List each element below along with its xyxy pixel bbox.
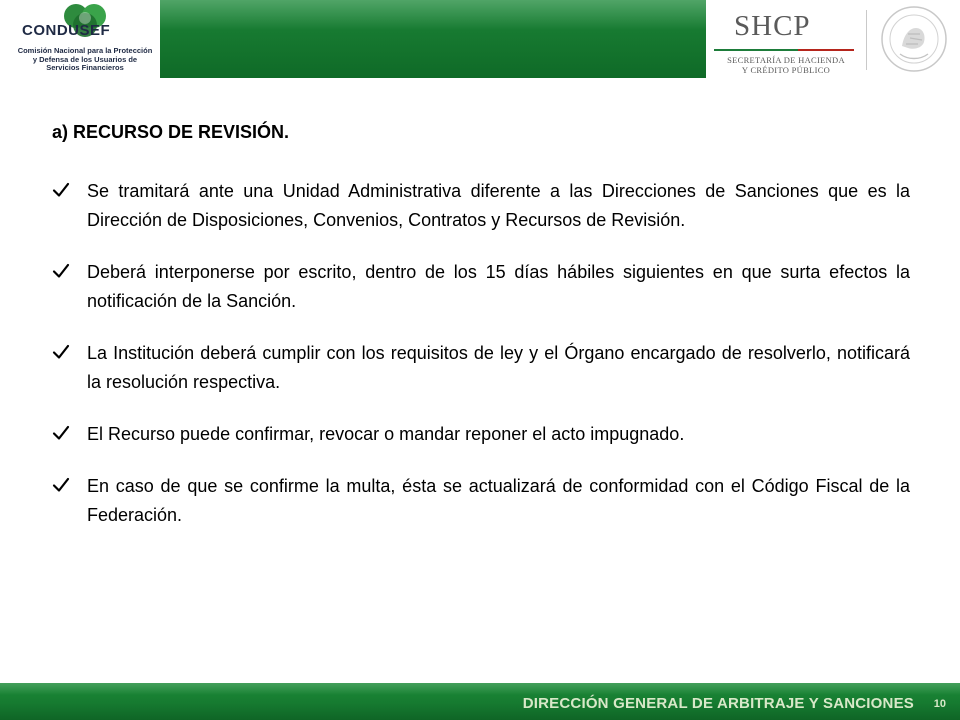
list-item [52,258,910,316]
condusef-logo [0,0,160,78]
condusef-subtitle-line: Servicios Financieros [46,63,124,72]
shcp-wordmark: SHCP [734,10,811,42]
header-band-sheen [160,0,706,30]
mexico-coat-of-arms-seal-icon [878,4,950,74]
condusef-subtitle-line: Comisión Nacional para la Protección [17,46,153,55]
condusef-wordmark: CONDUSEF [22,22,111,39]
bullet-text: La Institución deberá cumplir con los requisitos de ley y el Órgano encargado de resolverlo, notificará la resolución respectiva. [87,343,910,392]
bullet-text: Deberá interponerse por escrito, dentro de los 15 días hábiles siguientes en que surta efectos la notificación de la Sanción. [87,262,910,311]
header [0,0,960,78]
condusef-subtitle-line: y Defensa de los Usuarios de [32,54,138,64]
shcp-rule [714,49,854,51]
checkmark-icon [52,181,70,199]
bullet-text: El Recurso puede confirmar, revocar o mandar reponer el acto impugnado. [87,424,685,444]
page-number: 10 [933,698,946,710]
list-item [52,339,910,397]
footer-sheen [0,683,960,695]
bullet-text: Se tramitará ante una Unidad Administrativa diferente a las Direcciones de Sanciones que es la Dirección de Disposiciones, Convenios, Contratos y Recursos de Revisión. [87,181,910,230]
footer [0,683,960,720]
slide-title: a) RECURSO DE REVISIÓN. [52,122,290,142]
logo-divider [866,10,867,70]
list-item [52,472,910,530]
footer-department-label: DIRECCIÓN GENERAL DE ARBITRAJE Y SANCIONES [522,695,914,712]
checkmark-icon [52,262,70,280]
list-item [52,177,910,235]
checkmark-icon [52,424,70,442]
checkmark-icon [52,476,70,494]
list-item [52,420,910,449]
header-green-band [160,0,706,78]
shcp-line-2: Y CRÉDITO PÚBLICO [741,65,831,75]
bullet-text: En caso de que se confirme la multa, ésta se actualizará de conformidad con el Código Fiscal de la Federación. [87,476,910,525]
shcp-logo [706,0,960,78]
shcp-line-1: SECRETARÍA DE HACIENDA [727,55,845,65]
condusef-subtitle [10,47,160,73]
bullet-list [52,177,910,553]
checkmark-icon [52,343,70,361]
